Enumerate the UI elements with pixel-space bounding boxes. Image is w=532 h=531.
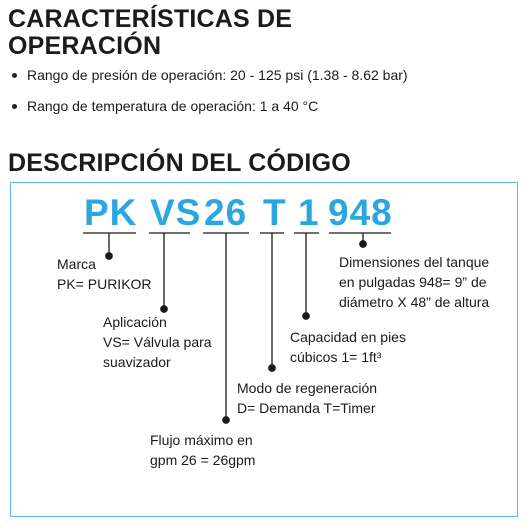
label-marca-title: Marca (57, 256, 96, 272)
label-flujo-value: gpm 26 = 26gpm (150, 452, 256, 468)
label-capacidad-title: Capacidad en pies (290, 329, 406, 345)
label-aplicacion-value: VS= Válvula para (103, 334, 212, 350)
label-modo-value: D= Demanda T=Timer (237, 400, 376, 416)
connector-dot-t (269, 365, 275, 371)
code-part-t: T (263, 192, 287, 233)
label-marca (57, 254, 152, 294)
label-flujo-title: Flujo máximo en (150, 432, 253, 448)
label-dimensiones-value-cont: diámetro X 48” de altura (339, 294, 490, 310)
section-title-caracteristicas: CARACTERÍSTICAS DE OPERACIÓN (8, 5, 293, 60)
label-flujo (150, 430, 255, 470)
code-part-948: 948 (328, 192, 393, 233)
label-aplicacion-value-cont: suavizador (103, 354, 171, 370)
label-dimensiones-title: Dimensiones del tanque (339, 254, 490, 270)
code-part-vs: VS (150, 192, 202, 233)
label-aplicacion-title: Aplicación (103, 314, 167, 330)
code-part-26: 26 (204, 192, 248, 233)
label-dimensiones (339, 252, 489, 312)
label-modo (237, 378, 377, 418)
section-title-descripcion: DESCRIPCIÓN DEL CÓDIGO (8, 149, 351, 177)
label-capacidad (290, 327, 406, 367)
pressure-range-text: Rango de presión de operación: 20 - 125 psi (1.38 - 8.62 bar) (27, 67, 408, 83)
temperature-range-text: Rango de temperatura de operación: 1 a 40 °C (27, 98, 319, 114)
connector-dot-1 (303, 313, 309, 319)
label-capacidad-value: cúbicos 1= 1ft³ (290, 349, 382, 365)
code-part-1: 1 (298, 192, 320, 233)
label-dimensiones-value: en pulgadas 948= 9” de (339, 274, 487, 290)
label-aplicacion (103, 312, 212, 372)
connector-dot-948 (360, 241, 366, 247)
code-part-pk: PK (84, 192, 138, 233)
label-marca-value: PK= PURIKOR (57, 276, 152, 292)
connector-dot-26 (223, 417, 229, 423)
label-modo-title: Modo de regeneración (237, 380, 378, 396)
